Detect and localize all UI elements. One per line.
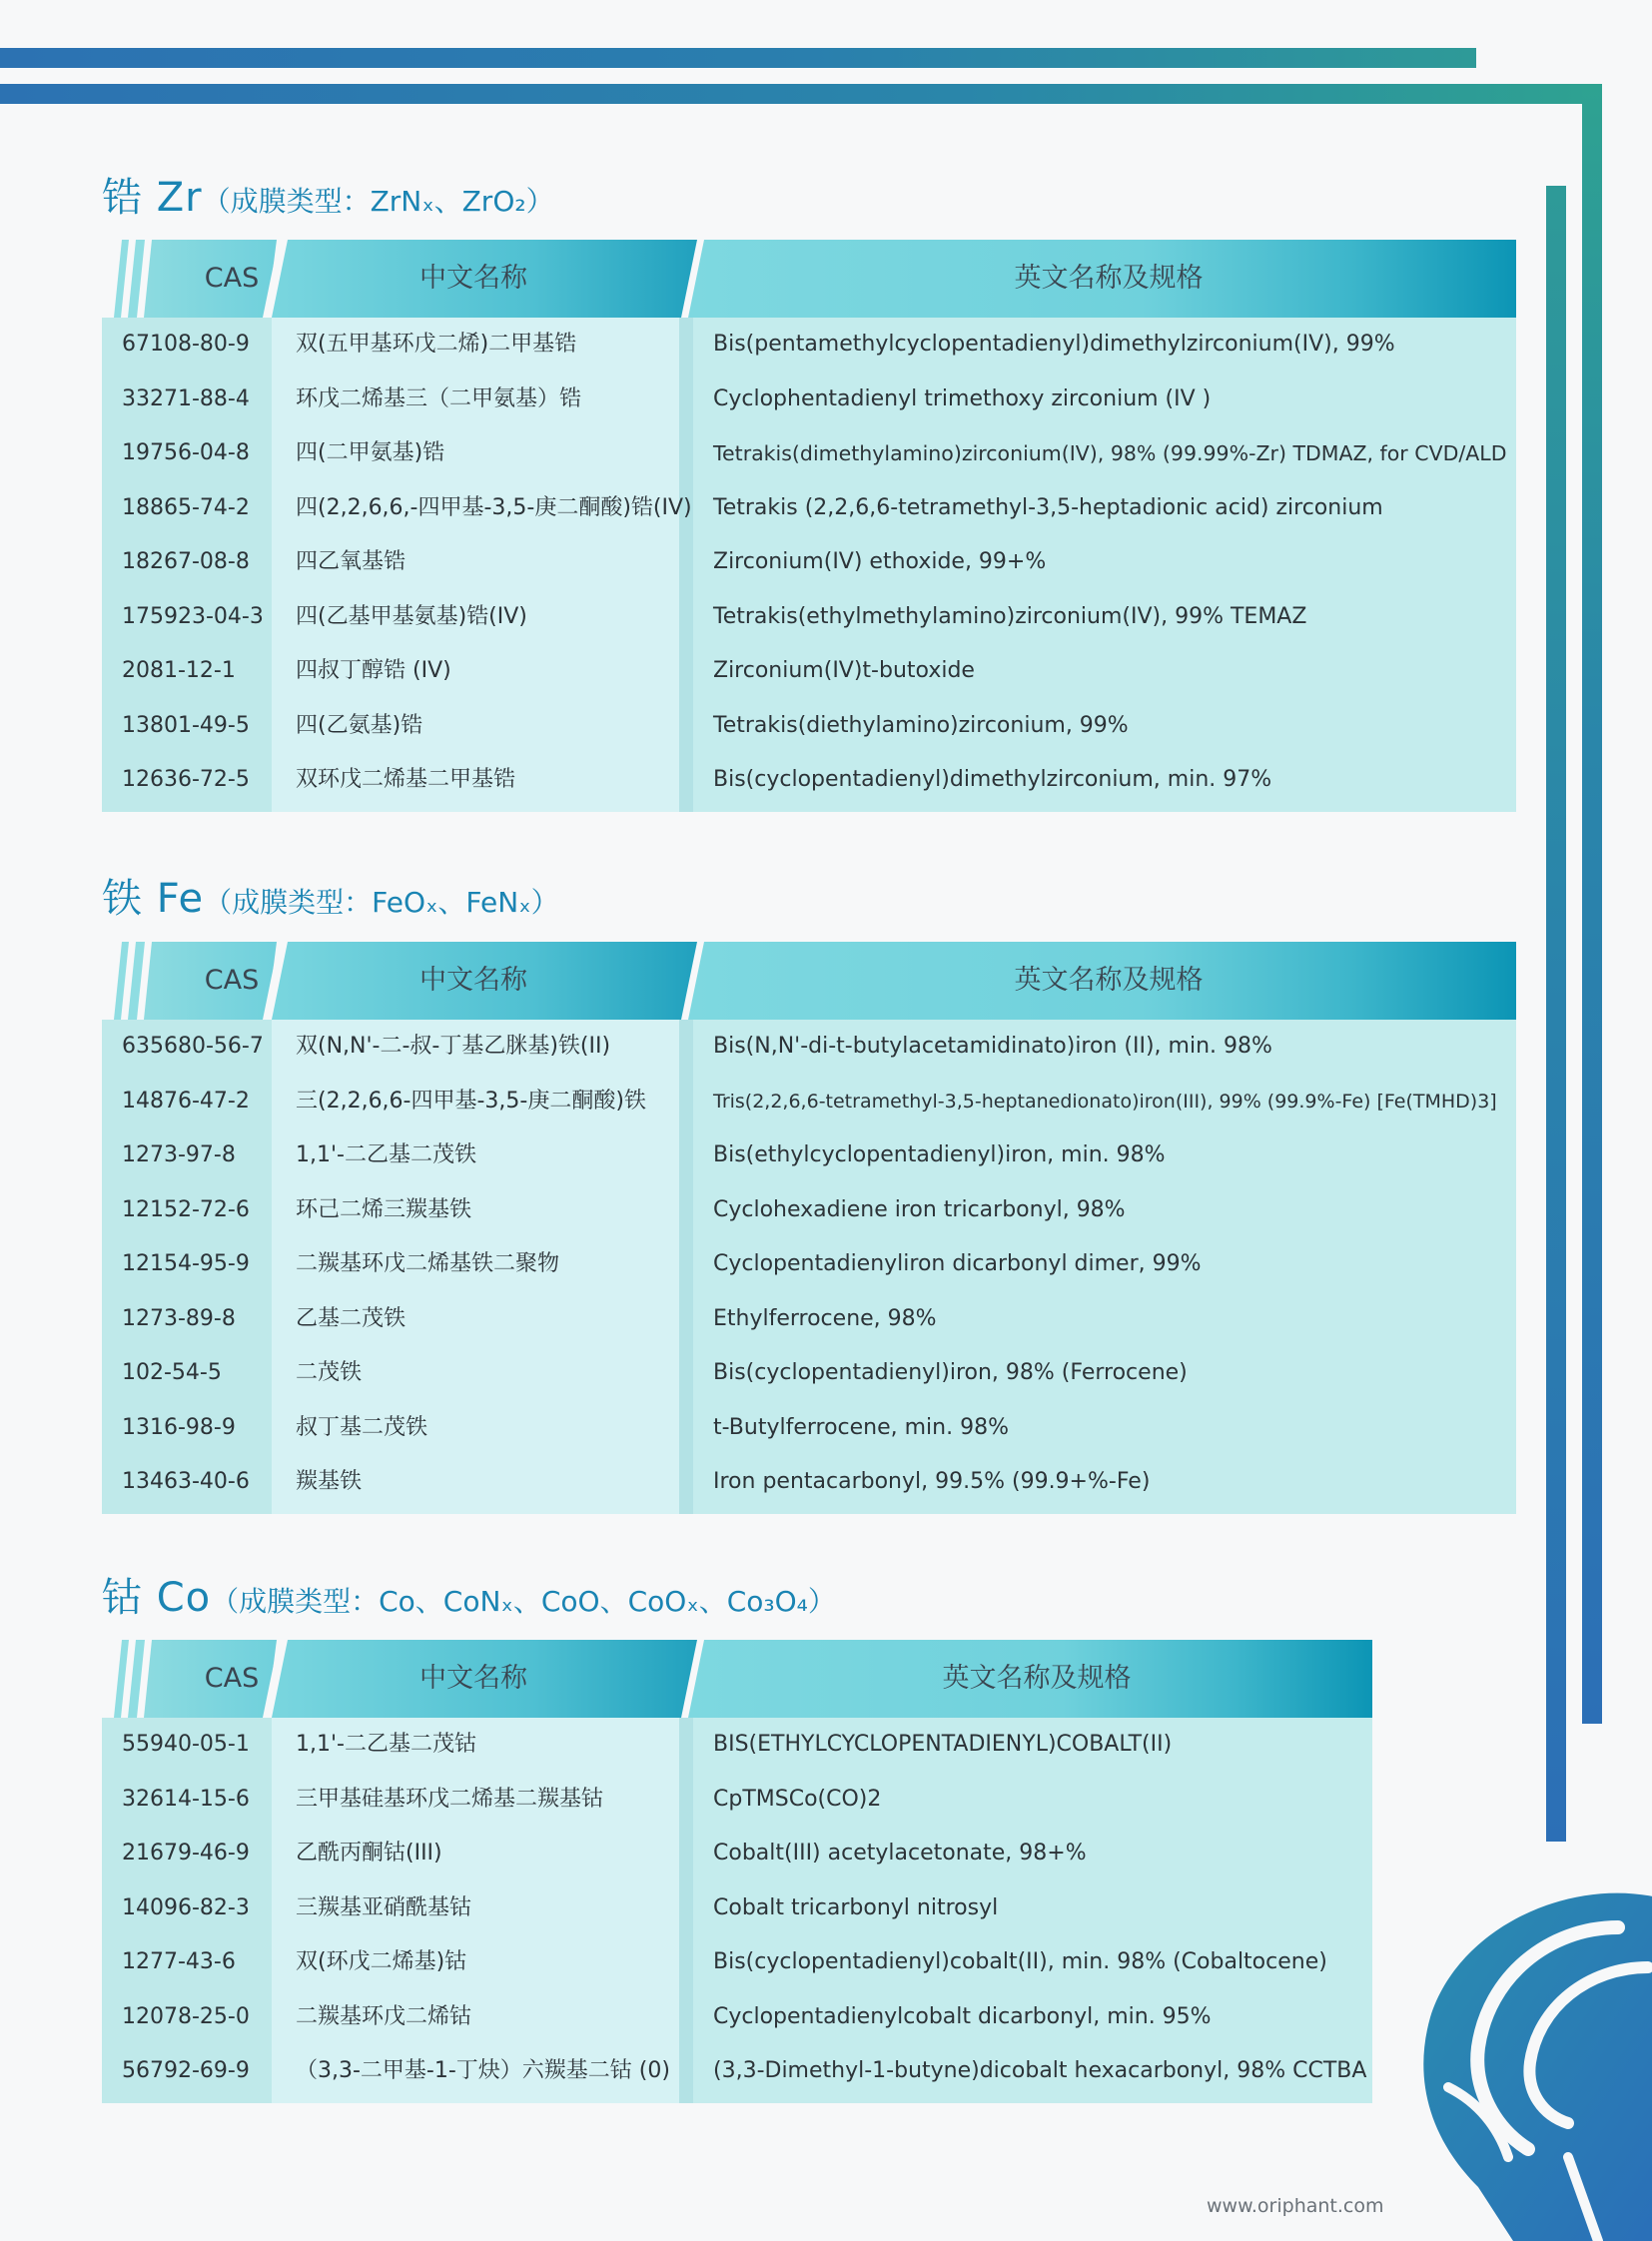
brand-logo-icon (1418, 1887, 1652, 2241)
en-name-cell: Zirconium(IV) ethoxide, 99+% (713, 549, 1047, 574)
table-row (102, 1128, 1516, 1183)
cn-name-cell: 三(2,2,6,6-四甲基-3,5-庚二酮酸)铁 (296, 1088, 646, 1114)
cn-name-cell: （3,3-二甲基-1-丁炔）六羰基二钴 (0) (296, 2058, 670, 2083)
cn-name-cell: 三甲基硅基环戊二烯基二羰基钴 (296, 1786, 604, 1812)
en-name-cell: Cyclophentadienyl trimethoxy zirconium (IV ) (713, 385, 1212, 411)
header-cn: 中文名称 (419, 263, 527, 294)
en-name-cell: Tetrakis(diethylamino)zirconium, 99% (713, 712, 1129, 738)
en-name-cell: Tetrakis (2,2,6,6-tetramethyl-3,5-heptadionic acid) zirconium (713, 494, 1383, 520)
table-row (102, 1346, 1516, 1401)
en-name-cell: Iron pentacarbonyl, 99.5% (99.9+%-Fe) (713, 1469, 1151, 1494)
cn-name-cell: 双环戊二烯基二甲基锆 (296, 767, 516, 792)
header-cn: 中文名称 (419, 1663, 527, 1694)
table-body (102, 1718, 1372, 2103)
cn-name-cell: 羰基铁 (296, 1469, 363, 1494)
cn-name-cell: 环戊二烯基三（二甲氨基）锆 (296, 385, 582, 411)
table-body (102, 1020, 1516, 1514)
table-zr (102, 240, 1516, 812)
table-row (102, 1881, 1372, 1936)
right-stripe-2 (1546, 186, 1566, 1842)
cn-name-cell: 环己二烯三羰基铁 (296, 1196, 472, 1222)
cas-cell: 55940-05-1 (122, 1732, 250, 1757)
en-name-cell: Bis(cyclopentadienyl)iron, 98% (Ferrocene) (713, 1360, 1188, 1385)
table-row (102, 590, 1516, 645)
film-type: （成膜类型：FeOₓ、FeNₓ） (204, 886, 559, 919)
cn-name-cell: 乙基二茂铁 (296, 1305, 407, 1331)
table-row (102, 753, 1516, 808)
cas-cell: 14876-47-2 (122, 1088, 250, 1114)
cas-cell: 1277-43-6 (122, 1949, 236, 1974)
en-name-cell: t-Butylferrocene, min. 98% (713, 1414, 1010, 1440)
cn-name-cell: 二羰基环戊二烯基铁二聚物 (296, 1251, 560, 1276)
top-stripe-2 (0, 84, 1601, 104)
cn-name-cell: 1,1'-二乙基二茂铁 (296, 1142, 476, 1167)
cn-name-cell: 四叔丁醇锆 (IV) (296, 658, 451, 683)
en-name-cell: Tetrakis(dimethylamino)zirconium(IV), 98% (99.99%-Zr) TDMAZ, for CVD/ALD (713, 441, 1507, 465)
cas-cell: 13463-40-6 (122, 1469, 250, 1494)
cn-name-cell: 叔丁基二茂铁 (296, 1414, 428, 1440)
cas-cell: 32614-15-6 (122, 1786, 250, 1812)
cas-cell: 2081-12-1 (122, 658, 236, 683)
en-name-cell: Bis(N,N'-di-t-butylacetamidinato)iron (II), min. 98% (713, 1034, 1272, 1059)
header-cas: CAS (204, 1663, 260, 1694)
website-url: www.oriphant.com (1207, 2195, 1384, 2217)
en-name-cell: BIS(ETHYLCYCLOPENTADIENYL)COBALT(II) (713, 1732, 1173, 1757)
table-row (102, 1773, 1372, 1828)
section-title-co (102, 1566, 836, 1623)
cas-cell: 21679-46-9 (122, 1841, 250, 1866)
table-row (102, 1292, 1516, 1347)
table-row (102, 699, 1516, 754)
cas-cell: 1273-89-8 (122, 1305, 236, 1331)
en-name-cell: Cyclohexadiene iron tricarbonyl, 98% (713, 1196, 1126, 1222)
element-name: 钴 Co (102, 1575, 212, 1621)
en-name-cell: Cyclopentadienyliron dicarbonyl dimer, 99% (713, 1251, 1202, 1276)
cas-cell: 12078-25-0 (122, 2003, 250, 2029)
table-row (102, 1718, 1372, 1773)
cn-name-cell: 四(2,2,6,6,-四甲基-3,5-庚二酮酸)锆(IV) (296, 494, 692, 520)
header-en: 英文名称及规格 (1014, 263, 1204, 294)
table-row (102, 2044, 1372, 2099)
cas-cell: 13801-49-5 (122, 712, 250, 738)
cas-cell: 1273-97-8 (122, 1142, 236, 1167)
table-header (102, 942, 1516, 1020)
cn-name-cell: 四乙氧基锆 (296, 549, 407, 574)
cas-cell: 18865-74-2 (122, 494, 250, 520)
en-name-cell: Tris(2,2,6,6-tetramethyl-3,5-heptanedionato)iron(III), 99% (99.9%-Fe) [Fe(TMHD)3] (713, 1090, 1497, 1113)
cn-name-cell: 三羰基亚硝酰基钴 (296, 1894, 472, 1920)
header-en: 英文名称及规格 (942, 1663, 1132, 1694)
en-name-cell: Bis(cyclopentadienyl)dimethylzirconium, min. 97% (713, 767, 1272, 792)
element-name: 铁 Fe (102, 876, 205, 922)
film-type: （成膜类型：Co、CoNₓ、CoO、CoOₓ、Co₃O₄） (211, 1585, 836, 1618)
header-cas: CAS (204, 263, 260, 294)
cn-name-cell: 乙酰丙酮钴(III) (296, 1841, 442, 1866)
header-cn: 中文名称 (419, 965, 527, 996)
cas-cell: 175923-04-3 (122, 603, 264, 629)
header-en: 英文名称及规格 (1014, 965, 1204, 996)
table-row (102, 644, 1516, 699)
en-name-cell: Cobalt(III) acetylacetonate, 98+% (713, 1841, 1087, 1866)
cn-name-cell: 双(五甲基环戊二烯)二甲基锆 (296, 332, 577, 357)
film-type: （成膜类型：ZrNₓ、ZrO₂） (202, 185, 554, 218)
table-row (102, 1020, 1516, 1075)
table-row (102, 373, 1516, 427)
cas-cell: 56792-69-9 (122, 2058, 250, 2083)
table-header (102, 1640, 1372, 1718)
header-cas: CAS (204, 965, 260, 996)
cas-cell: 18267-08-8 (122, 549, 250, 574)
cn-name-cell: 四(二甲氨基)锆 (296, 440, 445, 465)
cas-cell: 12636-72-5 (122, 767, 250, 792)
right-stripe-1 (1582, 84, 1602, 1724)
en-name-cell: Bis(pentamethylcyclopentadienyl)dimethylzirconium(IV), 99% (713, 332, 1395, 357)
table-fe (102, 942, 1516, 1514)
table-row (102, 1935, 1372, 1990)
cas-cell: 12154-95-9 (122, 1251, 250, 1276)
en-name-cell: CpTMSCo(CO)2 (713, 1786, 882, 1812)
en-name-cell: Bis(ethylcyclopentadienyl)iron, min. 98% (713, 1142, 1166, 1167)
table-row (102, 1990, 1372, 2045)
table-row (102, 1237, 1516, 1292)
cas-cell: 14096-82-3 (122, 1894, 250, 1920)
table-row (102, 318, 1516, 373)
cas-cell: 19756-04-8 (122, 440, 250, 465)
en-name-cell: Tetrakis(ethylmethylamino)zirconium(IV), 99% TEMAZ (713, 603, 1307, 629)
table-row (102, 426, 1516, 481)
cas-cell: 67108-80-9 (122, 332, 250, 357)
cn-name-cell: 二羰基环戊二烯钴 (296, 2003, 472, 2029)
table-row (102, 1455, 1516, 1510)
section-title-zr (102, 166, 554, 223)
en-name-cell: (3,3-Dimethyl-1-butyne)dicobalt hexacarbonyl, 98% CCTBA (713, 2058, 1367, 2083)
table-row (102, 1183, 1516, 1238)
cas-cell: 635680-56-7 (122, 1034, 264, 1059)
cas-cell: 12152-72-6 (122, 1196, 250, 1222)
table-body (102, 318, 1516, 812)
table-row (102, 1827, 1372, 1881)
cn-name-cell: 四(乙氨基)锆 (296, 712, 423, 738)
table-co (102, 1640, 1372, 2103)
en-name-cell: Bis(cyclopentadienyl)cobalt(II), min. 98% (Cobaltocene) (713, 1949, 1327, 1974)
table-row (102, 1401, 1516, 1456)
table-row (102, 481, 1516, 536)
cas-cell: 1316-98-9 (122, 1414, 236, 1440)
cas-cell: 102-54-5 (122, 1360, 222, 1385)
table-row (102, 1075, 1516, 1129)
table-header (102, 240, 1516, 318)
en-name-cell: Cyclopentadienylcobalt dicarbonyl, min. 95% (713, 2003, 1212, 2029)
cn-name-cell: 二茂铁 (296, 1360, 363, 1385)
element-name: 锆 Zr (102, 175, 203, 221)
cn-name-cell: 四(乙基甲基氨基)锆(IV) (296, 603, 527, 629)
top-stripe-1 (0, 48, 1476, 68)
cas-cell: 33271-88-4 (122, 385, 250, 411)
en-name-cell: Ethylferrocene, 98% (713, 1305, 937, 1331)
cn-name-cell: 双(环戊二烯基)钴 (296, 1949, 467, 1974)
cn-name-cell: 双(N,N'-二-叔-丁基乙脒基)铁(II) (296, 1034, 611, 1059)
en-name-cell: Zirconium(IV)t-butoxide (713, 658, 975, 683)
en-name-cell: Cobalt tricarbonyl nitrosyl (713, 1894, 999, 1920)
table-row (102, 535, 1516, 590)
section-title-fe (102, 867, 559, 924)
cn-name-cell: 1,1'-二乙基二茂钴 (296, 1732, 476, 1757)
